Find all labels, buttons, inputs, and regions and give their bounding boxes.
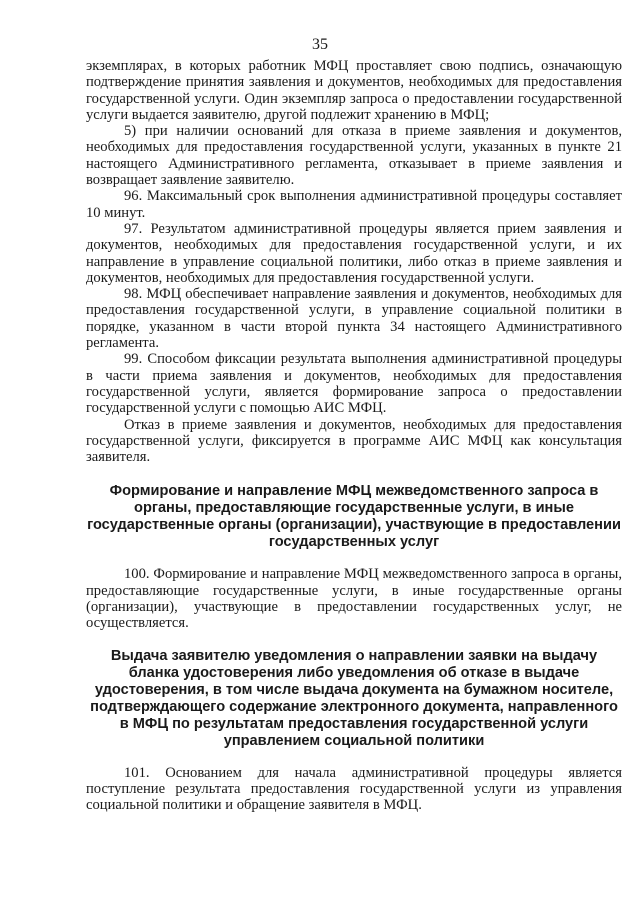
page-content [86, 58, 622, 814]
paragraph-refusal: Отказ в приеме заявления и документов, необходимых для предоставления государственной услуги, фиксируется в программе АИС МФЦ как консультация заявителя. [86, 416, 622, 466]
section-heading-interagency-request: Формирование и направление МФЦ межведомственного запроса в органы, предоставляющие государственные услуги, в иные государственные органы (организации), участвующие в предоставлении государственных услуг [87, 483, 621, 551]
paragraph-item-5: 5) при наличии оснований для отказа в приеме заявления и документов, необходимых для предоставления государственной услуги, указанных в пункте 21 настоящего Административного регламента, отказывает в приеме заявления и возвращает заявление заявителю. [86, 123, 622, 189]
page-number: 35 [312, 36, 328, 53]
paragraph-97: 97. Результатом административной процедуры является прием заявления и документов, необходимых для предоставления государственной услуги, и их направление в управление социальной политики, либо отказ в приеме заявления и документов, необходимых для предоставления государственной услуги. [86, 220, 622, 286]
paragraph-98: 98. МФЦ обеспечивает направление заявления и документов, необходимых для предоставления государственной услуги, в управление социальной политики в порядке, указанном в части второй пункта 34 настоящего Административного регламента. [86, 286, 622, 352]
paragraph-100: 100. Формирование и направление МФЦ межведомственного запроса в органы, предоставляющие государственные услуги, в иные государственные органы (организации), участвующие в предоставлении государственных услуг, не осуществляется. [86, 566, 622, 632]
section-heading-notification-issue: Выдача заявителю уведомления о направлении заявки на выдачу бланка удостоверения либо уведомления об отказе в выдаче удостоверения, в том числе выдача документа на бумажном носителе, подтверждающего содержание электронного документа, направленного в МФЦ по результатам предоставления государственной услуги управлением социальной политики [90, 647, 618, 749]
paragraph-continuation: экземплярах, в которых работник МФЦ проставляет свою подпись, означающую подтверждение принятия заявления и документов, необходимых для предоставления государственной услуги. Один экземпляр запроса о предоставлении государственной услуги выдается заявителю, другой подлежит хранению в МФЦ; [86, 58, 622, 123]
paragraph-99: 99. Способом фиксации результата выполнения административной процедуры в части приема заявления и документов, необходимых для предоставления государственной услуги, является формирование запроса о предоставлении государственной услуги с помощью АИС МФЦ. [86, 351, 622, 417]
paragraph-96: 96. Максимальный срок выполнения административной процедуры составляет 10 минут. [86, 188, 622, 221]
paragraph-101: 101. Основанием для начала административной процедуры является поступление результата предоставления государственной услуги из управления социальной политики и обращение заявителя в МФЦ. [86, 764, 622, 814]
